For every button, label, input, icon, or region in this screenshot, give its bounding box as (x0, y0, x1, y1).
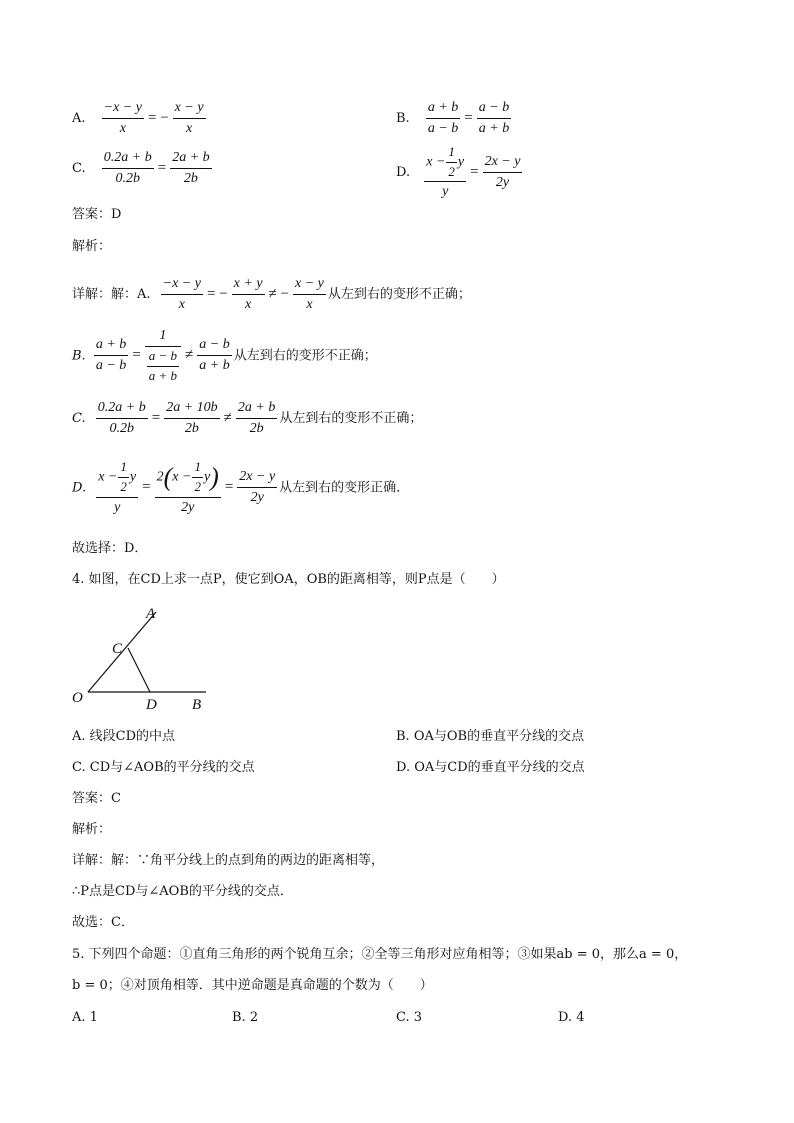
q4-detail-2: ∴P点是CD与∠AOB的平分线的交点． (72, 884, 293, 899)
fraction: $\frac{2a + b}{2b}$ (172, 150, 210, 187)
q4-option-a: A. 线段CD的中点 (72, 729, 176, 744)
detail-line-d: D. x − $\frac{1}{2}$ y y = 2(x − $\frac{1}{2}$ y) 2y = $\frac{2x - y}{2y}$ 从左到右的变形正确． (72, 459, 410, 515)
q4-option-c: C. CD与∠AOB的平分线的交点 (72, 760, 255, 775)
fraction: x − $\frac{1}{2}$ y y (426, 144, 465, 199)
option-b: B. $\frac{a + b}{a - b}$ = $\frac{a - b}{a + b}$ (396, 100, 510, 137)
option-d: D. x − $\frac{1}{2}$ y y = $\frac{2x - y}{2y}$ (396, 144, 521, 199)
q4-conclusion: 故选：C． (72, 915, 134, 930)
label-o: O (72, 690, 83, 706)
q4-answer: 答案：C (72, 791, 121, 806)
fraction: $\frac{-x - y}{x}$ (162, 276, 201, 313)
q4-option-d: D. OA与CD的垂直平分线的交点 (396, 760, 585, 775)
q4-analysis-label: 解析： (72, 822, 112, 837)
q3-conclusion: 故选择：D． (72, 541, 148, 556)
detail-line-a: 详解：解：A. $\frac{-x - y}{x}$ = − $\frac{x + y}{x}$ ≠ − $\frac{x - y}{x}$ 从左到右的变形不正确； (72, 276, 471, 313)
q5-option-c: C. 3 (396, 1010, 423, 1025)
label-d: D (146, 697, 157, 713)
fraction: 2(x − $\frac{1}{2}$ y) 2y (156, 459, 219, 515)
fraction: $\frac{0.2a + b}{0.2b}$ (97, 400, 146, 437)
fraction: $\frac{2x - y}{2y}$ (239, 469, 276, 506)
q5-stem-line-1: 5. 下列四个命题：①直角三角形的两个锐角互余；②全等三角形对应角相等；③如果ab = 0，那么a = 0， (72, 947, 688, 962)
label-b: B (192, 697, 202, 713)
segment-cd (128, 648, 150, 692)
q5-stem-line-2: b = 0；④对顶角相等．其中逆命题是真命题的个数为（ ） (72, 978, 433, 993)
fraction: $\frac{a - b}{a + b}$ (478, 100, 510, 137)
fraction: $\frac{2a + 10b}{2b}$ (166, 400, 218, 437)
fraction: $\frac{a + b}{a - b}$ (95, 337, 127, 374)
fraction: $\frac{2x - y}{2y}$ (484, 153, 521, 190)
fraction: $\frac{a - b}{a + b}$ (199, 337, 230, 374)
detail-line-c: C. $\frac{0.2a + b}{0.2b}$ = $\frac{2a + 10b}{2b}$ ≠ $\frac{2a + b}{2b}$ 从左到右的变形不正确； (72, 400, 423, 437)
q4-option-b: B. OA与OB的垂直平分线的交点 (396, 729, 585, 744)
fraction: $\frac{x - y}{x}$ (174, 100, 204, 137)
label-a: A (146, 606, 156, 622)
fraction: $\frac{-x - y}{x}$ (103, 100, 142, 137)
fraction: $\frac{2a + b}{2b}$ (237, 400, 276, 437)
geometry-figure (68, 600, 218, 715)
q4-detail-1: 详解：解：∵角平分线上的点到角的两边的距离相等， (72, 853, 385, 868)
q5-option-a: A. 1 (72, 1010, 98, 1025)
detail-line-b: B. $\frac{a + b}{a - b}$ = $\frac{1}{\frac{a - b}{a + b}}$ ≠ $\frac{a - b}{a + b}$ 从左到右的变形不正确； (72, 328, 377, 384)
complex-fraction: $\frac{1}{\frac{a - b}{a + b}}$ (145, 328, 181, 384)
fraction: $\frac{a + b}{a - b}$ (427, 100, 459, 137)
option-c: C. $\frac{0.2a + b}{0.2b}$ = $\frac{2a + b}{2b}$ (72, 150, 210, 187)
fraction: $\frac{x + y}{x}$ (233, 276, 263, 313)
fraction: $\frac{0.2a + b}{0.2b}$ (103, 150, 152, 187)
q3-answer: 答案：D (72, 207, 122, 222)
label-c: C (112, 641, 123, 657)
option-a: A. $\frac{-x - y}{x}$ = − $\frac{x - y}{x}$ (72, 100, 204, 137)
fraction: x − $\frac{1}{2}$ y y (98, 459, 137, 515)
q5-option-d: D. 4 (558, 1010, 585, 1025)
fraction: $\frac{x - y}{x}$ (295, 276, 324, 313)
q5-option-b: B. 2 (232, 1010, 259, 1025)
q4-stem: 4. 如图，在CD上求一点P，使它到OA，OB的距离相等，则P点是（ ） (72, 572, 505, 587)
q3-analysis-label: 解析： (72, 239, 112, 254)
